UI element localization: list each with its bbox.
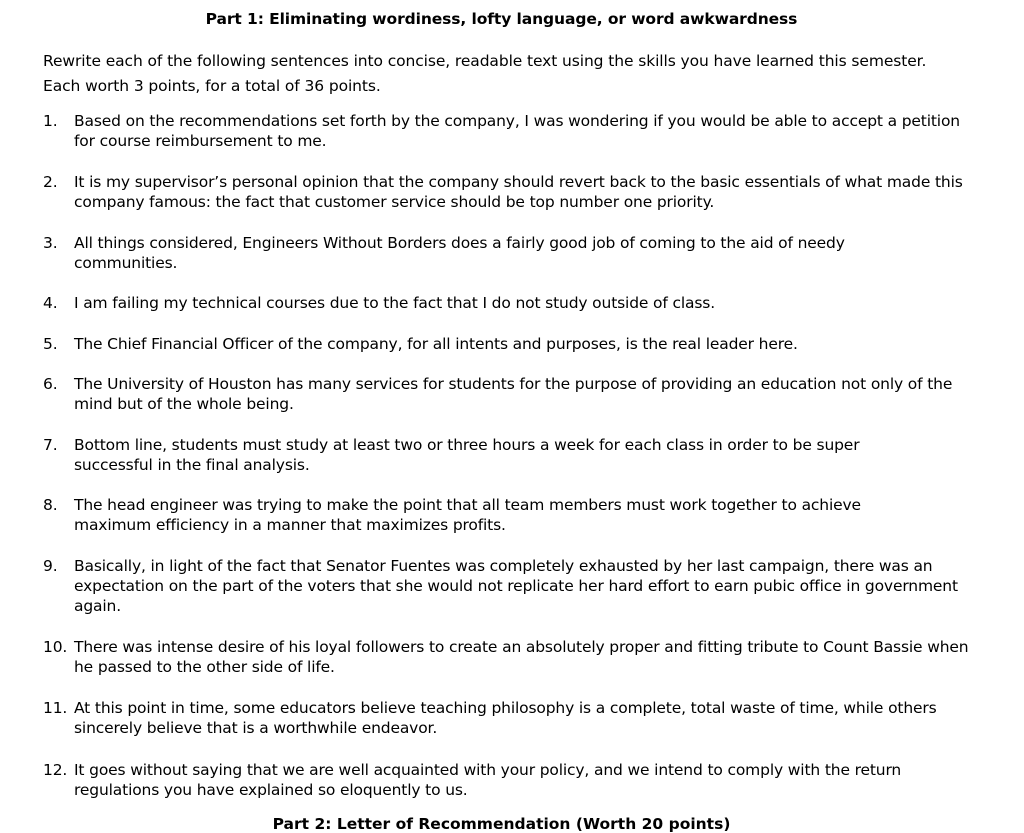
item-text: Basically, in light of the fact that Senator Fuentes was completely exhausted by her last campaign, there was an expectation on the part of the voters that she would not replicate her hard effort to earn pubic office in government again. <box>74 557 958 615</box>
list-item <box>43 111 968 151</box>
item-number: 8. <box>43 496 58 514</box>
list-item <box>43 233 893 273</box>
item-text: It goes without saying that we are well acquainted with your policy, and we intend to comply with the return regulations you have explained so eloquently to us. <box>74 761 902 799</box>
instructions-line-2: Each worth 3 points, for a total of 36 points. <box>43 77 381 95</box>
instructions <box>43 49 993 99</box>
list-item <box>43 495 923 535</box>
list-item <box>43 435 923 475</box>
item-text: The head engineer was trying to make the point that all team members must work together to achieve maximum efficiency in a manner that maximizes profits. <box>74 496 861 534</box>
item-number: 9. <box>43 557 58 575</box>
item-number: 2. <box>43 173 58 191</box>
list-item <box>43 637 988 677</box>
item-number: 11. <box>43 699 68 717</box>
list-item <box>43 698 943 738</box>
item-number: 6. <box>43 375 58 393</box>
item-text: Bottom line, students must study at least two or three hours a week for each class in order to be super successful in the final analysis. <box>74 436 860 474</box>
item-number: 1. <box>43 112 58 130</box>
item-number: 5. <box>43 335 58 353</box>
item-text: The University of Houston has many services for students for the purpose of providing an education not only of the mind but of the whole being. <box>74 375 953 413</box>
list-item <box>43 760 963 800</box>
item-number: 10. <box>43 638 68 656</box>
item-number: 7. <box>43 436 58 454</box>
instructions-line-1: Rewrite each of the following sentences into concise, readable text using the skills you have learned this semester. <box>43 52 927 70</box>
list-item <box>43 172 978 212</box>
list-item <box>43 293 968 313</box>
item-number: 12. <box>43 761 68 779</box>
next-section-title: Part 2: Letter of Recommendation (Worth 20 points) <box>272 815 731 833</box>
item-text: I am failing my technical courses due to the fact that I do not study outside of class. <box>74 294 715 312</box>
item-number: 3. <box>43 234 58 252</box>
item-text: Based on the recommendations set forth by the company, I was wondering if you would be able to accept a petition for course reimbursement to me. <box>74 112 960 150</box>
list-item <box>43 374 978 414</box>
list-item <box>43 556 988 616</box>
list-item <box>43 334 968 354</box>
section-title: Part 1: Eliminating wordiness, lofty language, or word awkwardness <box>205 10 798 28</box>
item-text: At this point in time, some educators believe teaching philosophy is a complete, total waste of time, while others sincerely believe that is a worthwhile endeavor. <box>74 699 937 737</box>
item-text: The Chief Financial Officer of the company, for all intents and purposes, is the real leader here. <box>74 335 798 353</box>
item-text: It is my supervisor’s personal opinion that the company should revert back to the basic essentials of what made this company famous: the fact that customer service should be top number one priority. <box>74 173 963 211</box>
item-text: There was intense desire of his loyal followers to create an absolutely proper and fitting tribute to Count Bassie when he passed to the other side of life. <box>74 638 969 676</box>
item-text: All things considered, Engineers Without Borders does a fairly good job of coming to the aid of needy communities. <box>74 234 845 272</box>
item-number: 4. <box>43 294 58 312</box>
